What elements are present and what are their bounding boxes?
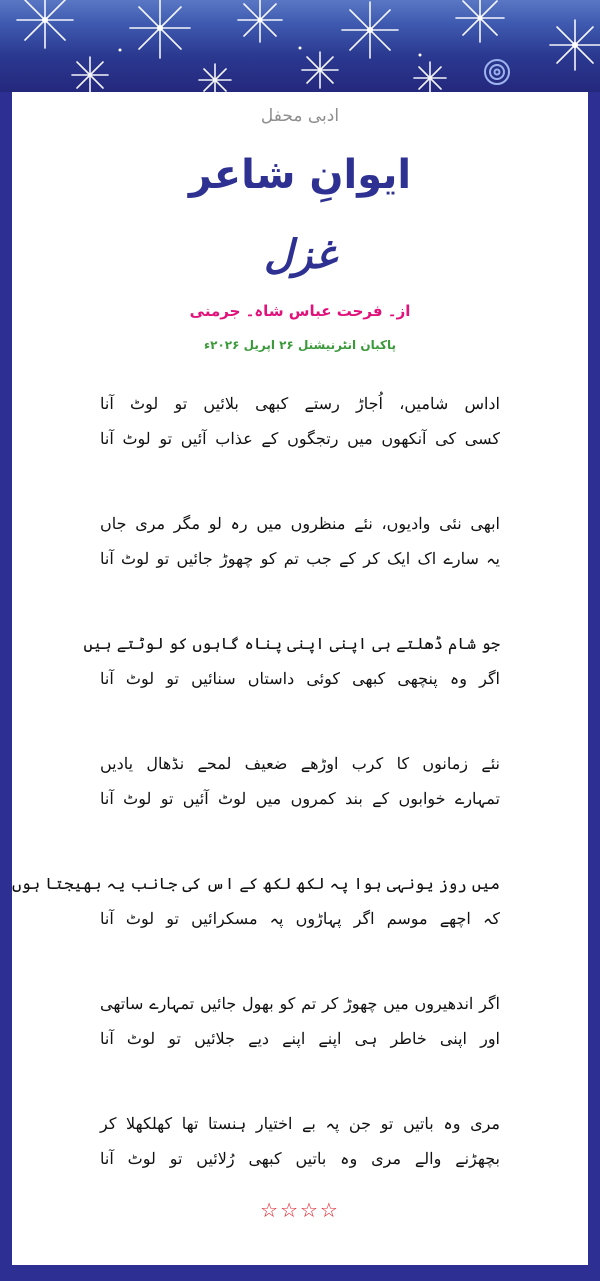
couplet xyxy=(100,986,500,1056)
couplet xyxy=(100,386,500,456)
verse-line: میں روز یونہی ہوا پہ لکھ لکھ کے اس کی جانب یہ بھیجتا ہوں xyxy=(12,874,500,893)
verse-line: نئے زمانوں کا کرب اوڑھے ضعیف لمحے نڈھال یادیں xyxy=(100,754,500,773)
publication-dateline: پاکبان انٹرنیشنل ۲۶ اپریل ۲۰۲۶ء xyxy=(204,338,396,352)
verse-line: اداس شامیں، اُجاڑ رستے کبھی بلائیں تو لوٹ آنا xyxy=(100,394,500,413)
verse-line: اور اپنی خاطر ہی اپنے اپنے دیے جلائیں تو لوٹ آنا xyxy=(100,1029,500,1048)
author-byline: از۔ فرحت عباس شاہ۔ جرمنی xyxy=(189,302,411,320)
verse-line: کہ اچھے موسم اگر پہاڑوں پہ مسکرائیں تو لوٹ آنا xyxy=(100,909,500,928)
couplet xyxy=(100,746,500,816)
verse-line: جو شام ڈھلتے ہی اپنی اپنی پناہ گاہوں کو لوٹتے ہیں xyxy=(83,634,500,653)
section-title: ادبی محفل xyxy=(260,106,340,126)
snowflake-banner xyxy=(0,0,600,92)
content-panel xyxy=(12,92,588,1265)
couplet xyxy=(83,626,500,696)
verse-line: اگر وہ پنچھی کبھی کوئی داستاں سنائیں تو لوٹ آنا xyxy=(100,669,500,688)
snowflake-pattern-icon xyxy=(0,0,600,92)
verse-line: مری وہ باتیں تو جن پہ بے اختیار ہنستا تھا کھلکھلا کر xyxy=(100,1114,500,1133)
verse-line: کسی کی آنکھوں میں رتجگوں کے عذاب آئیں تو لوٹ آنا xyxy=(100,429,500,448)
couplet xyxy=(12,866,500,936)
genre-heading: غزل xyxy=(263,232,337,278)
verse-line: تمہارے خوابوں کے بند کمروں میں لوٹ آئیں تو لوٹ آنا xyxy=(100,789,500,808)
verse-line: ابھی نئی وادیوں، نئے منظروں میں رہ لو مگر مری جاں xyxy=(100,514,500,533)
bottom-frame xyxy=(0,1265,600,1281)
couplet xyxy=(100,1106,500,1176)
verse-line: یہ سارے اک ایک کر کے جب تم کو چھوڑ جائیں تو لوٹ آنا xyxy=(100,549,500,568)
verse-line: بچھڑنے والے مری وہ باتیں کبھی رُلائیں تو لوٹ آنا xyxy=(100,1149,500,1168)
couplet xyxy=(100,506,500,576)
ghazal-poem xyxy=(12,386,500,1226)
verse-line: اگر اندھیروں میں چھوڑ کر تم کو بھول جائیں تمہارے ساتھی xyxy=(100,994,500,1013)
star-ornament: ☆☆☆☆ xyxy=(260,1198,340,1222)
page-title: ایوانِ شاعر xyxy=(188,152,412,198)
